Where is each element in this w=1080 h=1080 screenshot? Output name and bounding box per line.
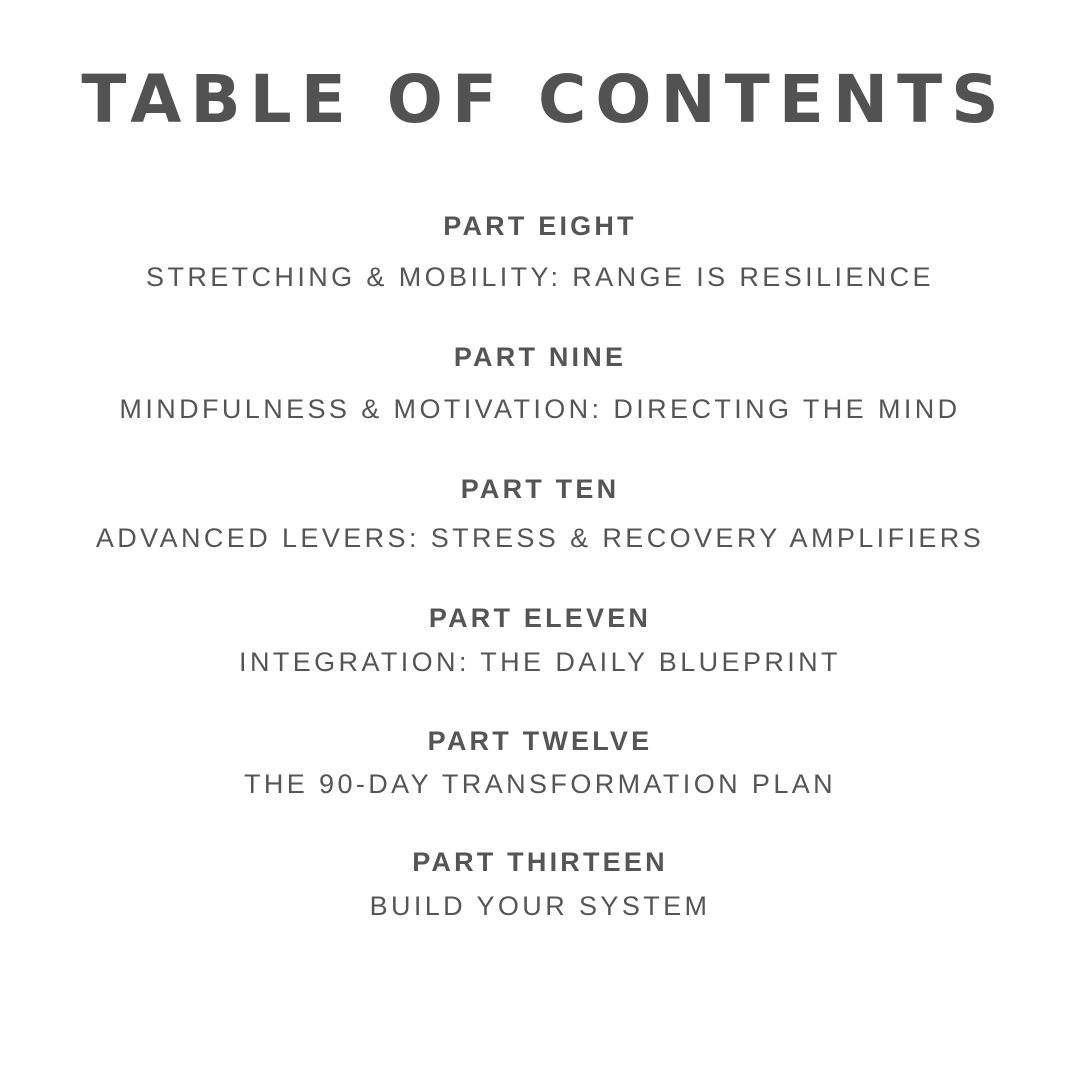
part-title: MINDFULNESS & MOTIVATION: DIRECTING THE MIND [119,394,961,424]
part-label: PART ELEVEN [428,603,652,633]
part-label: PART THIRTEEN [412,847,668,877]
toc-entry-part-twelve [0,725,1080,800]
toc-entry-part-thirteen [0,846,1080,922]
toc-entry-part-eight [0,210,1080,293]
part-title: STRETCHING & MOBILITY: RANGE IS RESILIENCE [146,262,934,292]
part-label: PART TWELVE [427,726,653,756]
toc-entry-part-eleven [0,602,1080,678]
toc-entry-part-nine [0,341,1080,425]
part-title: ADVANCED LEVERS: STRESS & RECOVERY AMPLIFIERS [95,523,985,553]
part-title: BUILD YOUR SYSTEM [369,891,711,921]
part-title: INTEGRATION: THE DAILY BLUEPRINT [239,647,841,677]
part-label: PART EIGHT [443,211,637,241]
page-title: TABLE OF CONTENTS [81,61,1008,138]
part-title: THE 90-DAY TRANSFORMATION PLAN [243,769,837,799]
part-label: PART TEN [460,474,620,504]
part-label: PART NINE [453,342,627,372]
toc-entry-part-ten [0,473,1080,554]
